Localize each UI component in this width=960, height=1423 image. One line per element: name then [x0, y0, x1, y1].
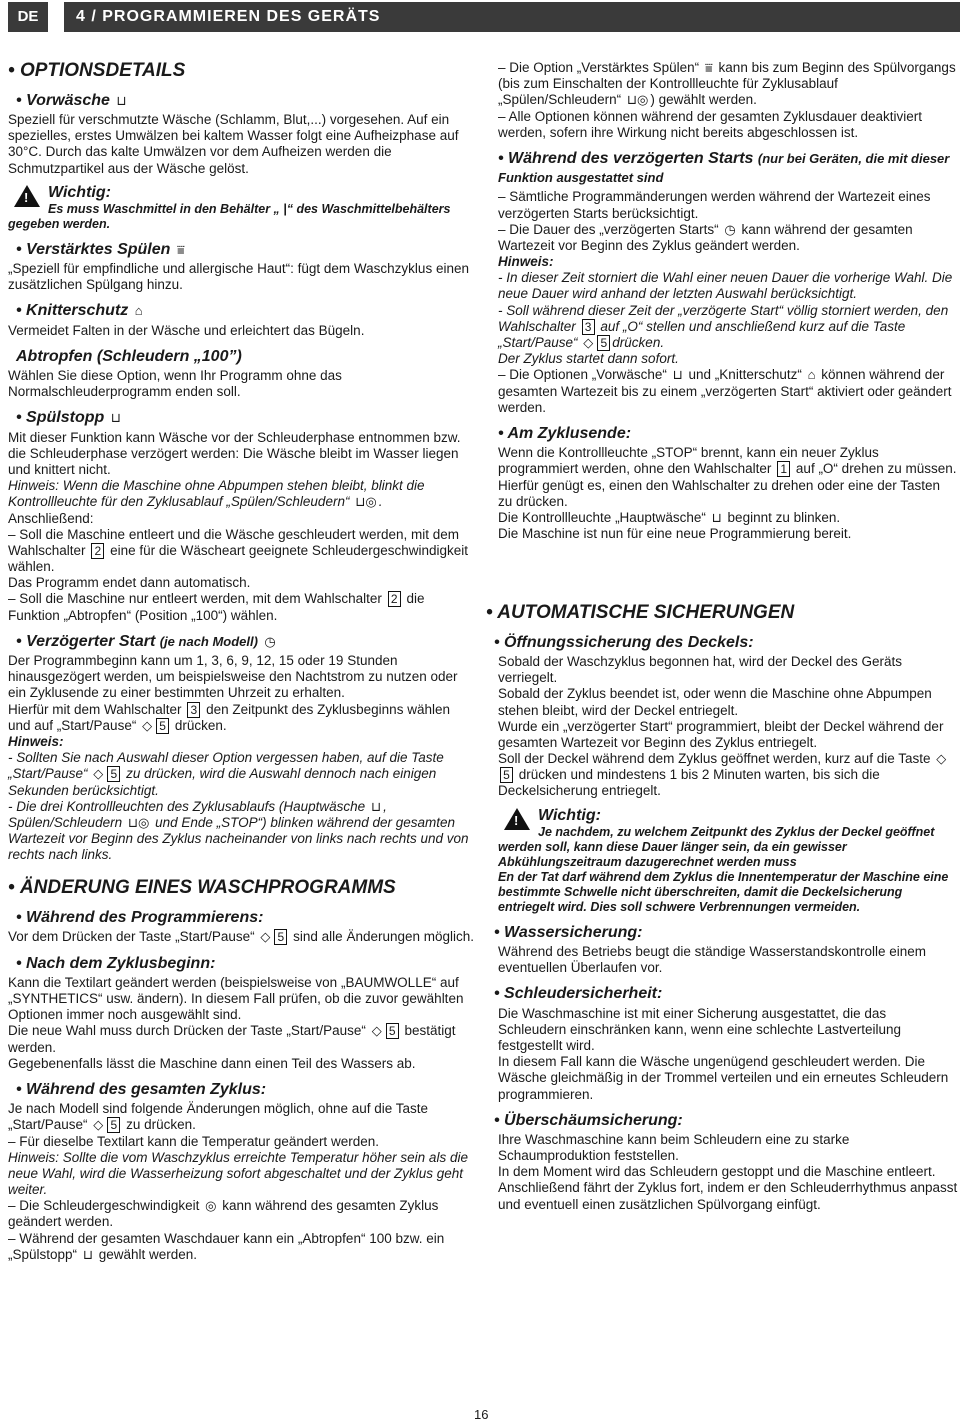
schleuder-2: In diesem Fall kann die Wäsche ungenügend geschleudert werden. Die Wäsche gleichmäßig in der Trommel verteilen und ein erneutes Schleudern programmieren. [498, 1054, 949, 1102]
start-pause-icon: ◇ [93, 766, 104, 782]
heading-optionsdetails: • OPTIONSDETAILS [8, 60, 186, 81]
hinweis-label: Hinweis: [8, 733, 64, 749]
hinweis-2b: - Die drei Kontrollleuchten des Zyklusablaufs (Hauptwäsche ⊔ , Spülen/Schleudern ⊔◎ und Ende „STOP“) blinken während der gesamten Wartezeit vor Beginn des Zyklus nacheinander von links nach rechts und von rechts nach links. [8, 798, 469, 863]
heading-programmieren: • Während des Programmierens: [16, 909, 264, 927]
deckel-1: Sobald der Waschzyklus begonnen hat, wird der Deckel des Geräts verriegelt. [498, 653, 902, 686]
heading-gesamt: • Während des gesamten Zyklus: [16, 1080, 267, 1098]
right-r1: – Die Option „Verstärktes Spülen“ ⩸ kann bis zum Beginn des Spülvorgangs (bis zum Einschalten der Kontrollleuchte für Zyklusablauf „Spülen/Schleudern“ ⊔◎ ) gewählt werden. [498, 60, 956, 108]
heading-aenderung: • ÄNDERUNG EINES WASCHPROGRAMMS [8, 877, 396, 899]
prewash-icon: ⊔ [116, 92, 127, 108]
warning-box-2 [498, 806, 958, 915]
heading-wasser: • Wassersicherung: [494, 923, 643, 941]
start-pause-icon: ◇ [583, 335, 594, 350]
vorwaesche-text: Speziell für verschmutzte Wäsche (Schlamm, Blut,...) vorgesehen. Auf ein spezielles, erstes Umwälzen bei kaltem Wasser folgt eine Aufheizphase auf 30°C. Durch das kalte Umwälzen vor dem Aufheizen werden die Schmutzpartikel aus der Wäsche gelöst. [8, 111, 459, 176]
clock-icon: ◷ [724, 221, 736, 237]
main-wash-icon: ⊔ [370, 798, 382, 814]
warning-title: Wichtig: [48, 183, 111, 201]
warning-icon: ! [14, 185, 40, 207]
schleuder-1: Die Waschmaschine ist mit einer Sicherung ausgestattet, die das Schleudern einschränken kann, wenn eine schlechte Lastverteilung festgestellt wird. [498, 1005, 902, 1053]
gesamt-text4: – Die Schleudergeschwindigkeit ◎ kann während des gesamten Zyklus geändert werden. [8, 1198, 439, 1230]
verzoegert-text2: Hierfür mit dem Wahlschalter 3 den Zeitpunkt des Zyklusbeginns wählen und auf „Start/Pause“ ◇ 5 drücken. [8, 701, 450, 733]
heading-verstaerkt: • Verstärktes Spülen ⩸ [16, 240, 185, 258]
knitter-text: Vermeidet Falten in der Wäsche und erleichtert das Bügeln. [8, 322, 365, 338]
verzoegert-text: Der Programmbeginn kann um 1, 3, 6, 9, 12, 15 oder 19 Stunden hinausgezögert werden, um beispielsweise den Nachtstrom zu nutzen oder ein Zyklusende zu einer bestimmten Uhrzeit zu erhalten. [8, 653, 458, 701]
ende-4: Die Maschine ist nun für eine neue Programmierung bereit. [498, 526, 852, 542]
schaum-1: Ihre Waschmaschine kann beim Schleudern eine zu starke Schaumproduktion feststellen. [498, 1131, 850, 1164]
heading-spuelstopp: • Spülstopp ⊔ [16, 409, 121, 427]
anschliessend-label: Anschließend: [8, 510, 94, 526]
button-5-icon: 5 [274, 929, 287, 945]
crease-guard-icon: ⌂ [134, 303, 143, 319]
heading-vorwaesche: • Vorwäsche ⊔ [16, 91, 127, 109]
deckel-4: Soll der Deckel während dem Zyklus geöffnet werden, kurz auf die Taste ◇5 drücken und mindestens 1 bis 2 Minuten warten, bis sich die Deckelsicherung entriegelt. [498, 751, 947, 799]
hinweis-spuelstopp: Hinweis: Wenn die Maschine ohne Abpumpen stehen bleibt, blinkt die Kontrollleuchte für den Zyklusablauf „Spülen/Schleudern“ ⊔◎ . [8, 478, 425, 510]
button-5-icon: 5 [597, 335, 610, 351]
nach-text: Kann die Textilart geändert werden (beispielsweise von „BAUMWOLLE“ auf „SYNTHETICS“ usw. ändern). In diesem Fall prüfen, ob die zuvor gewählten Optionen immer noch ausgewählt sind. [8, 974, 464, 1023]
selector-1-icon: 1 [777, 461, 790, 477]
extra-rinse-icon: ⩸ [176, 241, 185, 257]
anschliessend-3: – Soll die Maschine nur entleert werden, mit dem Wahlschalter 2 die Funktion „Abtropfen“ (Position „100“) wählen. [8, 591, 425, 623]
ende-2: Hierfür genügt es, einen den Wahlschalter zu drehen oder eine der Tasten zu drücken. [498, 477, 941, 509]
crease-guard-icon: ⌂ [807, 367, 816, 383]
page-number: 16 [474, 1407, 489, 1422]
gesamt-text6: – Während der gesamten Waschdauer kann ein „Abtropfen“ 100 bzw. ein „Spülstopp“ ⊔ gewählt werden. [8, 1230, 445, 1262]
hinweis-3: Hinweis: Sollte die vom Waschzyklus erreichte Temperatur höher sein als die neue Wahl, wird die Wasserheizung sofort abgeschaltet und der Zyklus geht weiter. [8, 1149, 468, 1198]
heading-zyklusende: • Am Zyklusende: [498, 424, 632, 442]
anschliessend-1: – Soll die Maschine entleert und die Wäsche geschleudert werden, mit dem Wahlschalter 2 eine für die Wäscheart geeignete Schleudergeschwindigkeit wählen. [8, 526, 469, 575]
spuelstopp-text: Mit dieser Funktion kann Wäsche vor der Schleuderphase entnommen bzw. die Schleuderphase verzögert werden: Die Wäsche bleibt im Wasser liegen und knittert nicht. [8, 429, 461, 477]
clock-icon: ◷ [264, 633, 276, 649]
selector-2-icon: 2 [388, 591, 401, 607]
spin-icon: ◎ [205, 1198, 217, 1214]
button-5-icon: 5 [107, 766, 120, 782]
abtropfen-text: Wählen Sie diese Option, wenn Ihr Programm ohne das Normalschleuderprogramm enden soll. [8, 368, 342, 400]
nach-text4: Gegebenenfalls lässt die Maschine dann einen Teil des Wassers ab. [8, 1055, 416, 1071]
anschliessend-2: Das Programm endet dann automatisch. [8, 575, 251, 591]
hinweis-2a: - Sollten Sie nach Auswahl dieser Option vergessen haben, auf die Taste „Start/Pause“ ◇ 5 zu drücken, wird die Auswahl dennoch nach einigen Sekunden berücksichtigt. [8, 750, 444, 798]
rinse-spin-icon: ⊔◎ [355, 494, 377, 510]
heading-schleuder: • Schleudersicherheit: [494, 985, 663, 1003]
heading-nach-beginn: • Nach dem Zyklusbeginn: [16, 954, 216, 972]
right-r5: – Die Optionen „Vorwäsche“ ⊔ und „Knitterschutz“ ⌂ können während der gesamten Wartezeit bis zu einem „verzögerten Start“ aktiviert oder geändert werden. [498, 367, 952, 415]
left-column [8, 60, 476, 1263]
section-title: 4 / PROGRAMMIEREN DES GERÄTS [64, 2, 960, 32]
warning-text-2b: En der Tat darf während dem Zyklus die Innentemperatur der Maschine eine bestimmte Schwelle nicht überschreiten, damit die Deckelsicherung entriegelt wird. Dies soll schwere Verbrennungen vermeiden. [498, 869, 949, 914]
warning-box [8, 183, 476, 232]
selector-2-icon: 2 [91, 543, 104, 559]
start-pause-icon: ◇ [142, 717, 153, 733]
selector-3-icon: 3 [187, 702, 200, 718]
gesamt-text3: – Für dieselbe Textilart kann die Temperatur geändert werden. [8, 1133, 379, 1149]
heading-schaum: • Überschäumsicherung: [494, 1111, 683, 1129]
button-5-icon: 5 [107, 1117, 120, 1133]
nach-text2: Die neue Wahl muss durch Drücken der Taste „Start/Pause“ ◇ 5 bestätigt werden. [8, 1023, 456, 1055]
rinse-hold-icon: ⊔ [110, 410, 121, 426]
warning-icon: ! [504, 808, 530, 830]
heading-abtropfen: Abtropfen (Schleudern „100”) [16, 347, 242, 365]
right-hinweis-3: Der Zyklus startet dann sofort. [498, 351, 679, 367]
main-wash-icon: ⊔ [711, 509, 722, 525]
right-hinweis-2: - Soll während dieser Zeit der „verzögerte Start“ völlig storniert werden, den Wahlschalter 3 auf „O“ stellen und anschließend kurz auf die Taste „Start/Pause“ ◇ 5 drücken. [498, 302, 949, 350]
extra-rinse-icon: ⩸ [704, 60, 713, 75]
heading-verzoegerter-start: • Während des verzögerten Starts (nur bei Geräten, die mit dieser Funktion ausgestattet sind [498, 149, 950, 186]
deckel-2: Sobald der Zyklus beendet ist, oder wenn die Maschine ohne Abpumpen stehen bleibt, wird der Deckel entriegelt. [498, 686, 932, 718]
programmieren-text: Vor dem Drücken der Taste „Start/Pause“ ◇ 5 sind alle Änderungen möglich. [8, 929, 475, 945]
ende-1: Wenn die Kontrollleuchte „STOP“ brennt, kann ein neuer Zyklus programmiert werden, ohne den Wahlschalter 1 auf „O“ drehen zu müssen. [498, 445, 957, 477]
right-r4: – Die Dauer des „verzögerten Starts“ ◷ kann während der gesamten Wartezeit vor Beginn des Zyklus geändert werden. [498, 221, 913, 253]
page-header [0, 0, 960, 34]
schaum-block [486, 1132, 958, 1213]
deckel-3: Wurde ein „verzögerter Start“ programmiert, bleibt der Deckel während der gesamten Wartezeit vor Beginn des Zyklus entriegelt. [498, 718, 944, 750]
rinse-spin-icon: ⊔◎ [626, 92, 649, 108]
prewash-icon: ⊔ [672, 367, 683, 383]
warning-text: Es muss Waschmittel in den Behälter „ |“ des Waschmittelbehälters gegeben werden. [8, 201, 451, 231]
verstaerkt-text: „Speziell für empfindliche und allergische Haut“: fügt dem Waschzyklus einen zusätzlichen Spülgang hinzu. [8, 261, 469, 293]
schleuder-block [486, 1006, 958, 1103]
right-column-bottom [486, 602, 958, 1213]
rinse-spin-icon: ⊔◎ [127, 814, 150, 830]
right-r2: – Alle Optionen können während der gesamten Zyklusdauer deaktiviert werden, sofern ihre Wirkung nicht bereits abgeschlossen ist. [498, 108, 923, 140]
warning-text-2: Je nachdem, zu welchem Zeitpunkt des Zyklus der Deckel geöffnet werden soll, kann diese Dauer länger sein, da ein gewisser Abkühlungszeitraum dazugerechnet werden muss [498, 824, 935, 869]
start-pause-icon: ◇ [260, 929, 271, 945]
right-hinweis-label: Hinweis: [498, 254, 554, 270]
start-pause-icon: ◇ [936, 751, 947, 767]
heading-deckel: • Öffnungssicherung des Deckels: [494, 633, 754, 651]
gesamt-text: Je nach Modell sind folgende Änderungen möglich, ohne auf die Taste „Start/Pause“ ◇ 5 zu drücken. [8, 1101, 429, 1133]
button-5-icon: 5 [386, 1023, 399, 1039]
rinse-hold-icon: ⊔ [82, 1246, 93, 1262]
schaum-2: In dem Moment wird das Schleudern gestoppt und die Maschine entleert. Anschließend fährt der Zyklus fort, indem er den Schleuderrhythmus anpasst und eventuell einen zusätzlichen Spülvorgang einfügt. [498, 1164, 958, 1212]
selector-3-icon: 3 [582, 319, 595, 335]
wasser-text: Während des Betriebs beugt die ständige Wasserstandskontrolle einem eventuellen Überlaufen vor. [498, 944, 926, 976]
warning-title-2: Wichtig: [538, 806, 601, 824]
deckel-block [486, 654, 958, 915]
heading-automatische: • AUTOMATISCHE SICHERUNGEN [486, 602, 795, 623]
language-label: DE [8, 2, 48, 32]
ende-3: Die Kontrollleuchte „Hauptwäsche“ ⊔ beginnt zu blinken. [498, 509, 841, 525]
button-5-icon: 5 [156, 718, 169, 734]
heading-knitter: • Knitterschutz ⌂ [16, 302, 143, 320]
start-pause-icon: ◇ [371, 1023, 382, 1039]
right-column [498, 60, 958, 542]
start-pause-icon: ◇ [93, 1117, 104, 1133]
right-hinweis-1: - In dieser Zeit storniert die Wahl einer neuen Dauer die vorherige Wahl. Die neue Dauer wird anhand der letzten Auswahl berücksichtigt. [498, 270, 953, 302]
heading-verzoegert: • Verzögerter Start (je nach Modell) ◷ [16, 632, 276, 650]
button-5-icon: 5 [500, 767, 513, 783]
right-r3: – Sämtliche Programmänderungen werden während der Wartezeit eines verzögerten Starts berücksichtigt. [498, 189, 931, 221]
